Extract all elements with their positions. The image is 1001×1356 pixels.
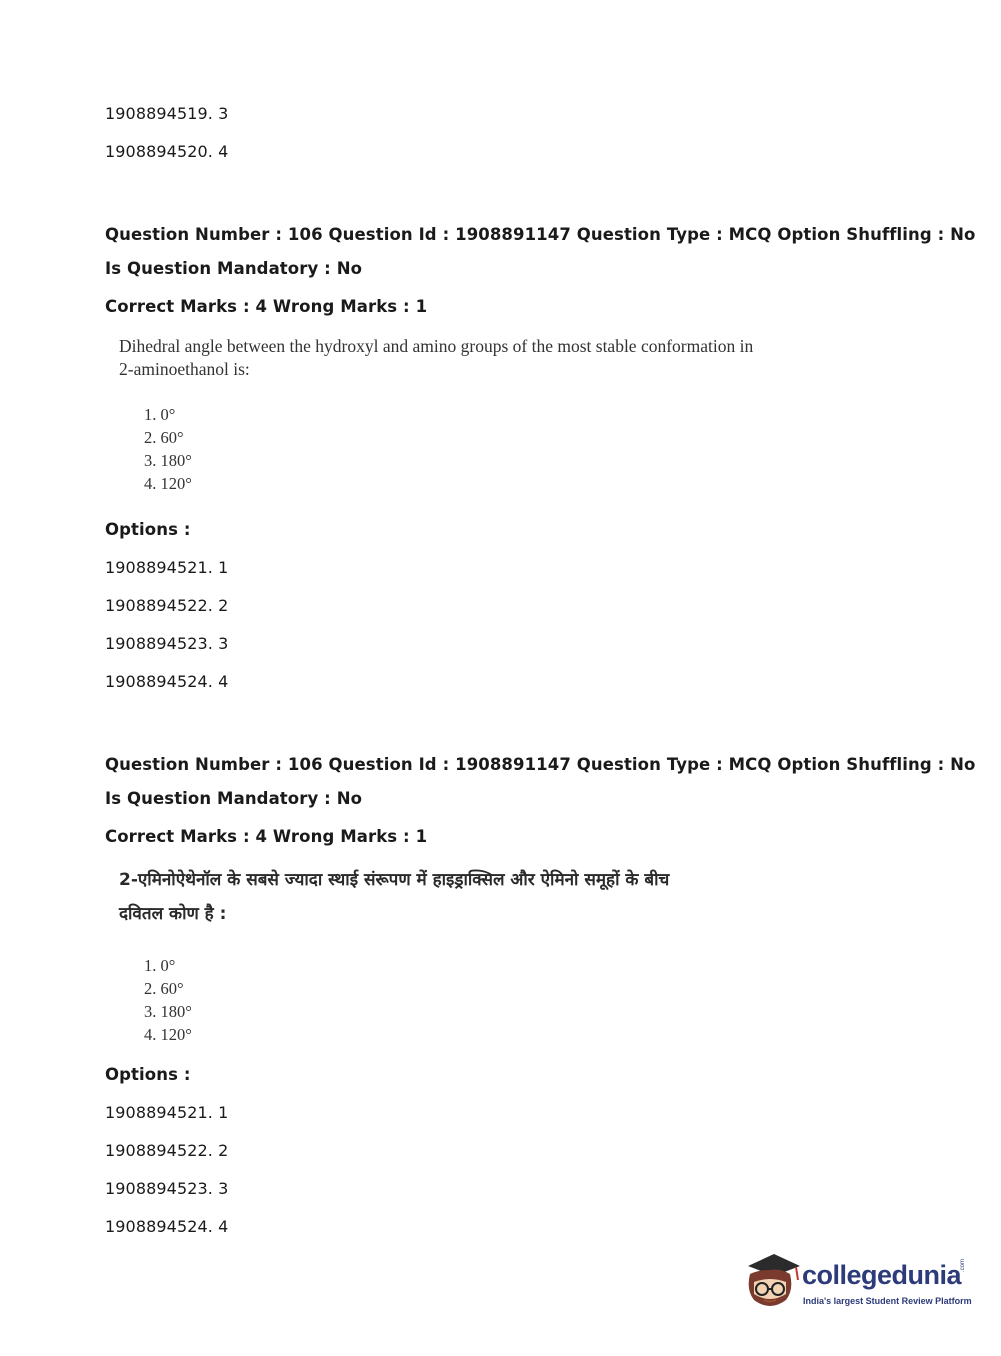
option-row: 1908894522. 2 xyxy=(105,596,229,615)
choice-item: 2. 60° xyxy=(144,979,184,998)
question-mandatory: Is Question Mandatory : No xyxy=(105,259,363,278)
question-header: Question Number : 106 Question Id : 1908891147 Question Type : MCQ Option Shuffling : No xyxy=(105,755,976,774)
option-row: 1908894523. 3 xyxy=(105,1179,229,1198)
choice-item: 4. 120° xyxy=(144,474,192,493)
option-row: 1908894524. 4 xyxy=(105,672,229,691)
choice-item: 1. 0° xyxy=(144,405,176,424)
answer-choices xyxy=(144,954,192,1046)
mascot-icon xyxy=(740,1250,802,1316)
choice-item: 3. 180° xyxy=(144,451,192,470)
option-row: 1908894524. 4 xyxy=(105,1217,229,1236)
answer-choices xyxy=(144,403,192,495)
choice-item: 2. 60° xyxy=(144,428,184,447)
options-label: Options : xyxy=(105,520,191,539)
question-marks: Correct Marks : 4 Wrong Marks : 1 xyxy=(105,297,428,316)
logo-tagline: India's largest Student Review Platform xyxy=(803,1296,972,1306)
choice-item: 1. 0° xyxy=(144,956,176,975)
choice-item: 3. 180° xyxy=(144,1002,192,1021)
question-mandatory: Is Question Mandatory : No xyxy=(105,789,363,808)
option-row: 1908894520. 4 xyxy=(105,142,229,161)
question-text-hindi: 2-एमिनोऐथेनॉल के सबसे ज्यादा स्थाई संरूपण में हाइड्राक्सिल और ऐमिनो समूहों के बीच दवितल कोण है : xyxy=(119,870,670,924)
question-text: Dihedral angle between the hydroxyl and amino groups of the most stable conformation in 2-aminoethanol is: xyxy=(119,336,754,379)
question-marks: Correct Marks : 4 Wrong Marks : 1 xyxy=(105,827,428,846)
option-row: 1908894521. 1 xyxy=(105,1103,229,1122)
option-row: 1908894522. 2 xyxy=(105,1141,229,1160)
collegedunia-logo: collegedunia .com India's largest Student Review Platform xyxy=(740,1250,970,1320)
option-row: 1908894519. 3 xyxy=(105,104,229,123)
option-row: 1908894521. 1 xyxy=(105,558,229,577)
option-row: 1908894523. 3 xyxy=(105,634,229,653)
question-header: Question Number : 106 Question Id : 1908891147 Question Type : MCQ Option Shuffling : No xyxy=(105,225,976,244)
options-label: Options : xyxy=(105,1065,191,1084)
choice-item: 4. 120° xyxy=(144,1025,192,1044)
